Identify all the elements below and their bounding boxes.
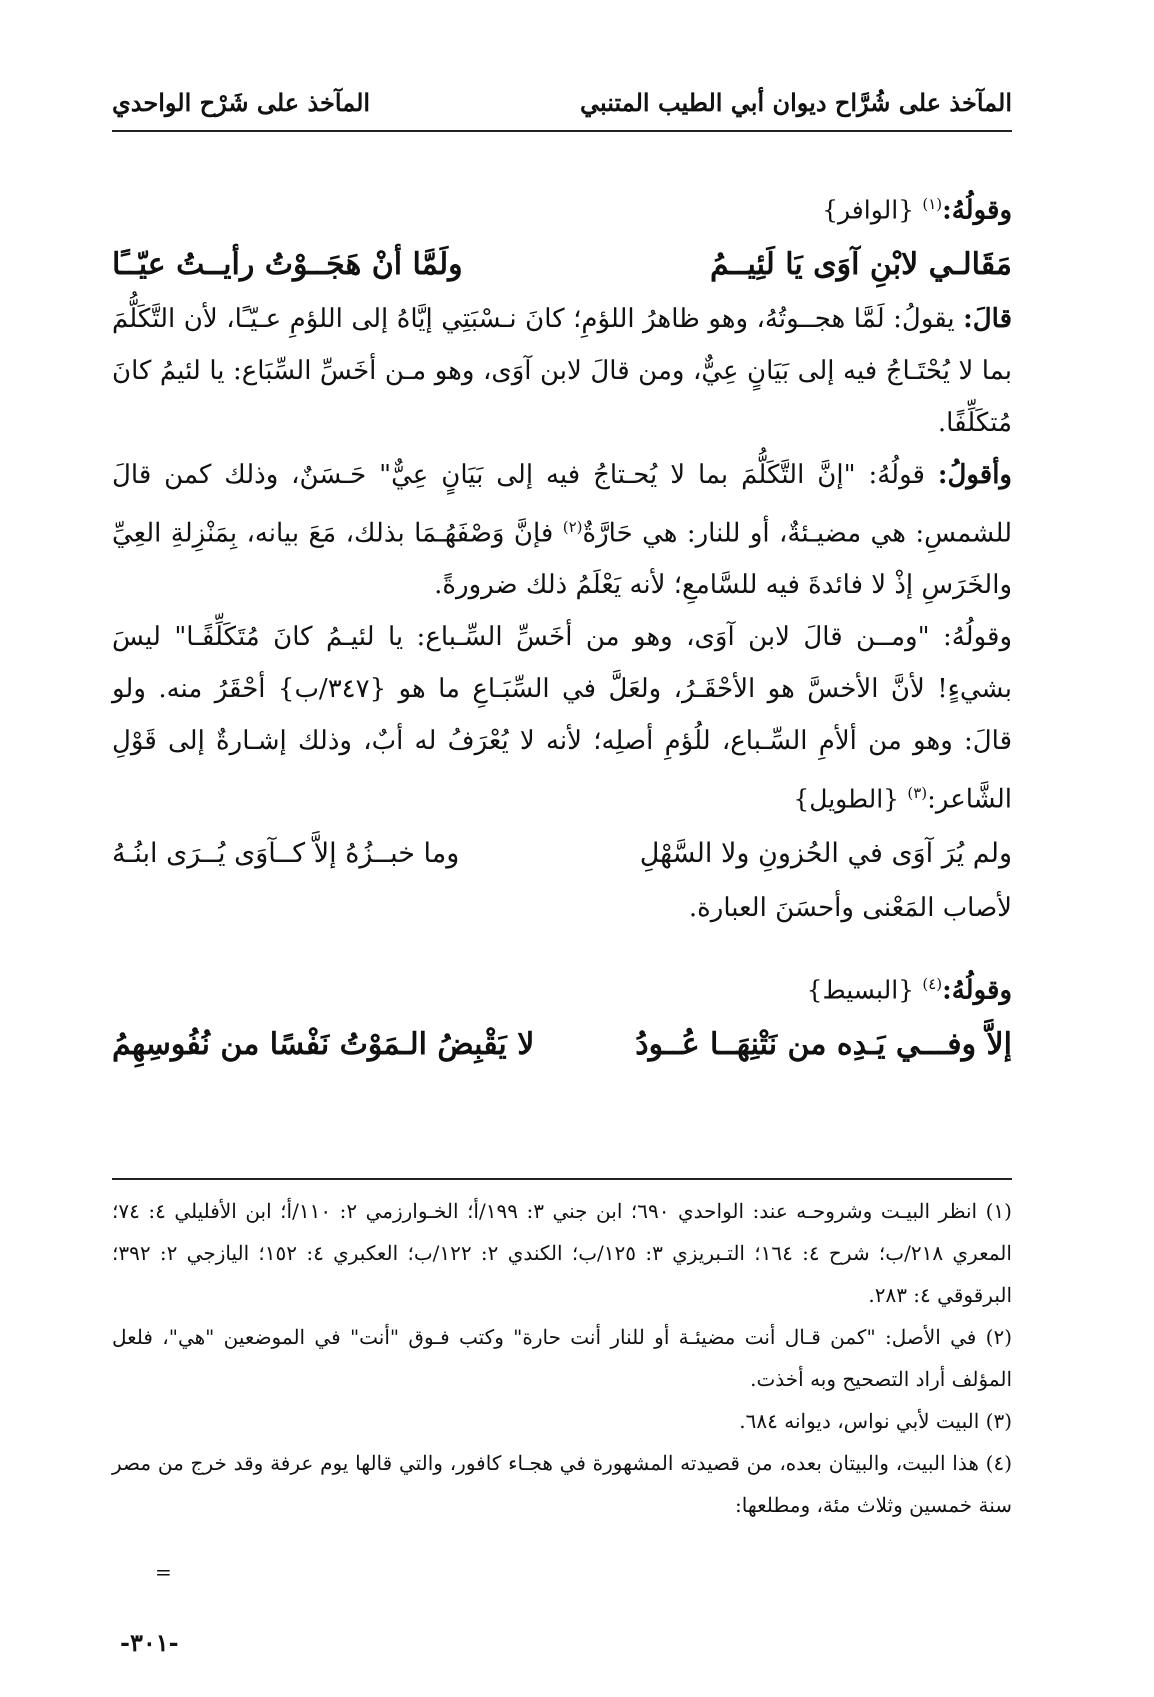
page-number: -٣٠١- bbox=[120, 1628, 179, 1657]
aqulu-paragraph bbox=[112, 449, 1012, 612]
entry1-verse bbox=[112, 237, 1012, 293]
qala-label: قالَ: bbox=[963, 303, 1012, 334]
book-title: المآخذ على شُرَّاح ديوان أبي الطيب المتنبي bbox=[580, 88, 1012, 117]
entry1-meter: {الوافر} bbox=[822, 195, 915, 225]
footnote-rule bbox=[112, 1178, 1012, 1180]
entry2-intro bbox=[112, 958, 1012, 1017]
footnotes bbox=[112, 1190, 1012, 1526]
aqulu-label: وأقولُ: bbox=[937, 459, 1012, 490]
entry2-verse-first: لا يَقْبِضُ الـمَوْتُ نَفْسًا من نُفُوسِهِمُ bbox=[112, 1026, 535, 1062]
main-text bbox=[112, 178, 1012, 1073]
entry2-verse-second: إلاَّ وفـــي يَـدِه من نَتْنِهَــا عُــودُ bbox=[635, 1026, 1012, 1062]
closing-line: لأصاب المَعْنى وأحسَنَ العبارة. bbox=[688, 892, 1012, 923]
second-paragraph bbox=[112, 611, 1012, 826]
aqulu-ref: (٢) bbox=[562, 517, 583, 536]
second-paragraph-text: وقولُهُ: "ومــن قالَ لابن آوَى، وهو من أخَسِّ السِّـباع: يا لئيـمُ كانَ مُتَكَلِّفًـا" ليسَ بشيءٍ! لأنَّ الأخسَّ هو الأحْقَـرُ، ولعَلَّ في السِّبَـاعِ ما هو {٣٤٧/ب} أحْقَرُ منه. ولو قالَ: وهو من ألأمِ السِّـباع، للُؤمِ أصلِه؛ لأنه لا يُعْرَفُ له أبٌ، وذلك إشـارةٌ إلى قَوْلِ الشَّاعر: bbox=[112, 622, 1013, 815]
aqulu-text: قولُهُ: "إنَّ التَّكَلُّمَ بما لا يُحـتاجُ فيه إلى بَيَانٍ عِيٌّ" حَـسَنٌ، وذلك كمن قالَ للشمسِ: هي مضيـئةٌ، أو للنار: هي حَارَّةٌ bbox=[112, 459, 1012, 549]
chapter-title: المآخذ على شَرْح الواحدي bbox=[112, 88, 371, 117]
quoted-verse-second: ولم يُرَ آوَى في الحُزونِ ولا السَّهْلِ bbox=[639, 837, 1012, 869]
running-header bbox=[112, 88, 1012, 122]
continuation-mark: = bbox=[155, 1560, 172, 1584]
entry1-verse-second: مَقَالـي لابْنِ آوَى يَا لَئِيــمُ bbox=[710, 246, 1012, 282]
entry1-label: وقولُهُ: bbox=[942, 195, 1012, 226]
footnote-1: (١) انظر البيـت وشروحـه عند: الواحدي ٦٩٠؛ ابن جني ٣: ١٩٩/أ؛ الخـوارزمي ٢: ١١٠/أ؛ ابن الأفليلي ٤: ٧٤؛ المعري ٢١٨/ب؛ شرح ٤: ١٦٤؛ التـبريزي ٣: ١٢٥/ب؛ الكندي ٢: ١٢٢/ب؛ العكبري ٤: ١٥٢؛ اليازجي ٢: ٣٩٢؛ البرقوقي ٤: ٢٨٣. bbox=[112, 1199, 1012, 1307]
second-meter: {الطويل} bbox=[793, 784, 900, 814]
entry2-meter: {البسيط} bbox=[806, 975, 915, 1005]
qala-paragraph bbox=[112, 293, 1012, 449]
entry1-verse-first: ولَمَّا أنْ هَجَــوْتُ رأيــتُ عيّــًا bbox=[112, 246, 463, 282]
section-gap bbox=[112, 934, 1012, 958]
entry2-verse bbox=[112, 1017, 1012, 1073]
second-ref: (٣) bbox=[907, 784, 928, 803]
footnote-3: (٣) البيت لأبي نواس، ديوانه ٦٨٤. bbox=[739, 1409, 1012, 1433]
footnote-4: (٤) هذا البيت، والبيتان بعده، من قصيدته المشهورة في هجـاء كافور، والتي قالها يوم عرفة وقد خرج من مصر سنة خمسين وثلاث مئة، ومطلعها: bbox=[112, 1451, 1012, 1517]
aqulu-text-2: فإنَّ وَصْفَهُـمَا بذلك، مَعَ بيانه، بِمَنْزِلةِ العِيِّ والخَرَسِ إذْ لا فائدةَ فيه للسَّامعِ؛ لأنه يَعْلَمُ ذلك ضرورةً. bbox=[112, 518, 1012, 601]
footnote-2: (٢) في الأصل: "كمن قـال أنت مضيئـة أو للنار أنت حارة" وكتب فـوق "أنت" في الموضعين "هي"، فلعل المؤلف أراد التصحيح وبه أخذت. bbox=[112, 1325, 1012, 1391]
header-rule bbox=[112, 130, 1012, 132]
entry2-ref: (٤) bbox=[922, 974, 943, 993]
entry2-label: وقولُهُ: bbox=[942, 975, 1012, 1006]
qala-text: يقولُ: لَمَّا هجــوتُهُ، وهو ظاهرُ اللؤمِ؛ كانَ نـسْبَتِي إيَّاهُ إلى اللؤمِ عـيّـًا، لأن التَّكَلُّمَ بما لا يُحْتَـاجُ فيه إلى بَيَانٍ عِيٌّ، ومن قالَ لابن آوَى، وهو مـن أخَسِّ السِّبَاع: يا لئيمُ كانَ مُتكَلِّفًا. bbox=[112, 303, 1012, 438]
quoted-verse bbox=[112, 826, 1012, 882]
quoted-verse-first: وما خبــزُهُ إلاَّ كــآوَى يُــرَى ابنُـهُ bbox=[112, 837, 460, 869]
entry1-intro bbox=[112, 178, 1012, 237]
entry1-ref: (١) bbox=[922, 195, 943, 213]
